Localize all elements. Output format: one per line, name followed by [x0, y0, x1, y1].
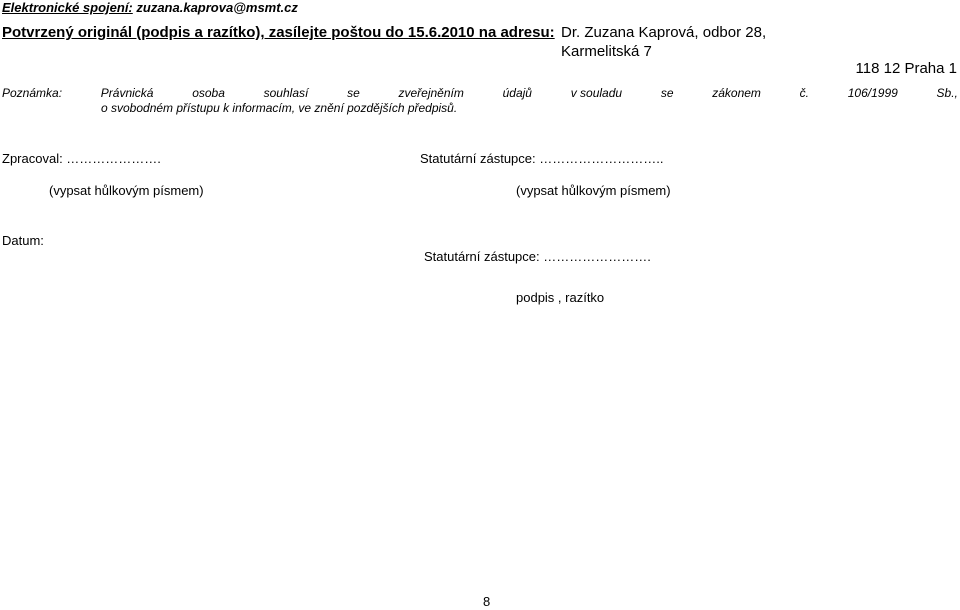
- note-word: se: [660, 86, 674, 100]
- note-word: v souladu: [570, 86, 623, 100]
- note-word: se: [347, 86, 360, 100]
- signature-stamp-label: podpis , razítko: [516, 290, 605, 305]
- note-word: č.: [799, 86, 810, 100]
- address-line-2: Karmelitská 7: [561, 43, 652, 60]
- address-line-3: 118 12 Praha 1: [855, 60, 957, 77]
- note-word: Právnická: [100, 86, 154, 100]
- note-line-2: o svobodném přístupu k informacím, ve znění pozdějších předpisů.: [101, 101, 458, 115]
- note-word: osoba: [192, 86, 225, 100]
- note-word: souhlasí: [263, 86, 309, 100]
- confirmation-instruction: Potvrzený originál (podpis a razítko), zasílejte poštou do 15.6.2010 na adresu:: [2, 24, 555, 41]
- statutory-representative-field-2: Statutární zástupce: …………………….: [424, 249, 651, 264]
- statutory-representative-field-1: Statutární zástupce: ………………………..: [420, 151, 664, 166]
- note-word: Poznámka:: [2, 86, 63, 100]
- note-word: zveřejněním: [398, 86, 464, 100]
- processed-by-field: Zpracoval: ………………….: [2, 151, 161, 166]
- email-label: Elektronické spojení:: [2, 0, 133, 15]
- note-word: údajů: [502, 86, 532, 100]
- page-number: 8: [483, 594, 491, 609]
- date-field: Datum:: [2, 233, 44, 248]
- note-line-1: [2, 86, 958, 100]
- address-line-1: Dr. Zuzana Kaprová, odbor 28,: [561, 24, 767, 41]
- note-word: 106/1999: [847, 86, 898, 100]
- note-word: Sb.,: [936, 86, 958, 100]
- note-word: zákonem: [712, 86, 761, 100]
- email-address[interactable]: zuzana.kaprova@msmt.cz: [136, 0, 298, 15]
- email-contact-line: [2, 0, 298, 15]
- caps-hint-2: (vypsat hůlkovým písmem): [516, 183, 671, 198]
- caps-hint-1: (vypsat hůlkovým písmem): [49, 183, 204, 198]
